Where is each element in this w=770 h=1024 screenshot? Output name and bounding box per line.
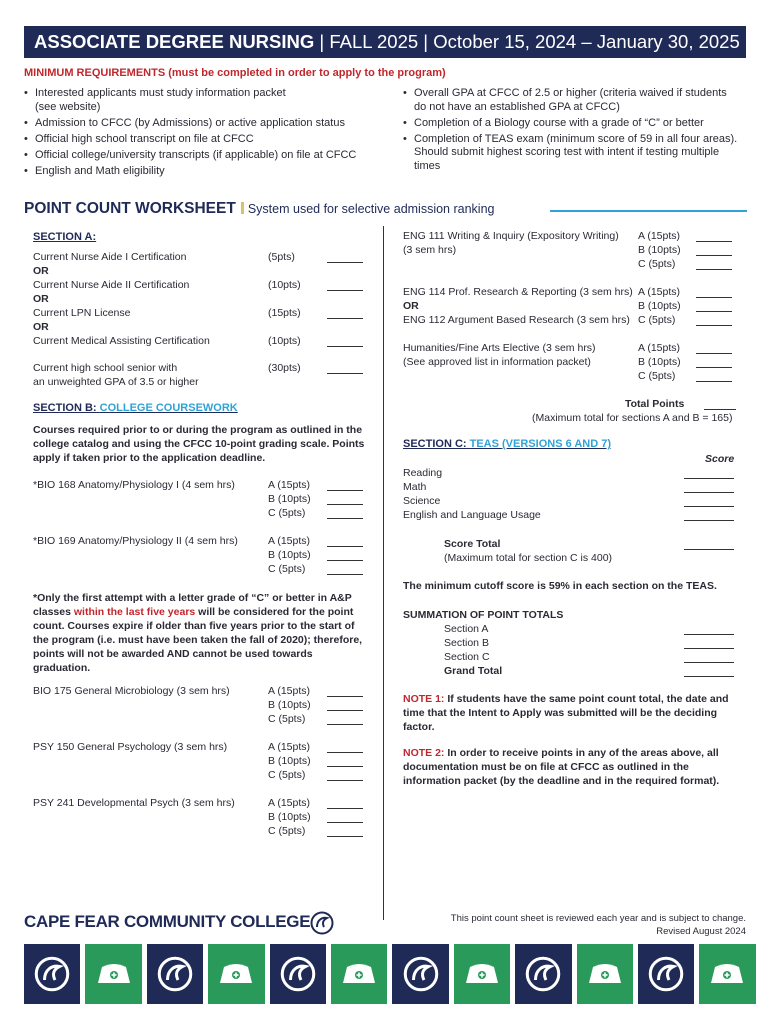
points-blank[interactable] (327, 346, 363, 347)
points-blank[interactable] (327, 518, 363, 519)
points-blank[interactable] (327, 752, 363, 753)
section-a-item-label: Current Nurse Aide I Certification (33, 251, 187, 263)
grade-c: C (5pts) (638, 370, 676, 382)
requirements-title: MINIMUM REQUIREMENTS (must be completed in order to apply to the program) (24, 67, 446, 79)
note-2 (403, 746, 738, 788)
score-blank[interactable] (684, 492, 734, 493)
logo-tile (270, 944, 326, 1004)
summation-item: Section C (444, 651, 490, 663)
or-label: OR (403, 300, 419, 312)
college-seal-icon (280, 956, 316, 992)
grade-c: C (5pts) (268, 507, 306, 519)
section-a-item-label: Current LPN License (33, 307, 131, 319)
grade-a: A (15pts) (268, 535, 311, 547)
grade-c: C (5pts) (638, 258, 676, 270)
grade-b: B (10pts) (268, 755, 311, 767)
section-b-subject: COLLEGE COURSEWORK (99, 402, 238, 414)
points-blank[interactable] (327, 836, 363, 837)
section-a-item-points: (15pts) (268, 307, 301, 319)
section-a-item-label: Current Nurse Aide II Certification (33, 279, 190, 291)
college-seal-icon (157, 956, 193, 992)
score-blank[interactable] (684, 506, 734, 507)
requirement-item: • Completion of TEAS exam (minimum score of 59 in all four areas). Should submit highest scoring test with intent if testing multiple times (403, 133, 738, 174)
grade-c: C (5pts) (638, 314, 676, 326)
requirement-item: • English and Math eligibility (24, 165, 384, 179)
score-column-header: Score (705, 453, 735, 465)
grade-b: B (10pts) (268, 811, 311, 823)
section-a-item-points: (5pts) (268, 251, 295, 263)
summation-blank[interactable] (684, 634, 734, 635)
course-label: Humanities/Fine Arts Elective (3 sem hrs) (403, 342, 596, 354)
points-blank[interactable] (327, 318, 363, 319)
section-b-title (33, 402, 238, 414)
nurse-cap-icon (707, 961, 747, 987)
nurse-cap-tile (208, 944, 264, 1004)
points-blank[interactable] (327, 710, 363, 711)
college-seal-icon (648, 956, 684, 992)
points-blank[interactable] (327, 373, 363, 374)
college-seal-icon (525, 956, 561, 992)
logo-tile (24, 944, 80, 1004)
grade-b: B (10pts) (268, 699, 311, 711)
course-label: PSY 241 Developmental Psych (3 sem hrs) (33, 797, 235, 809)
teas-cutoff: The minimum cutoff score is 59% in each section on the TEAS. (403, 580, 717, 592)
requirements-left-list (24, 87, 384, 181)
course-note: (See approved list in information packet) (403, 356, 591, 368)
course-label: ENG 111 Writing & Inquiry (Expository Writing) (403, 230, 619, 242)
nurse-cap-tile (85, 944, 141, 1004)
points-blank[interactable] (327, 290, 363, 291)
banner-dates: | FALL 2025 | October 15, 2024 – January 30, 2025 (314, 31, 740, 52)
course-hours: (3 sem hrs) (403, 244, 457, 256)
heading-divider (241, 202, 244, 214)
total-points-blank[interactable] (704, 409, 736, 410)
requirements-right-list (403, 87, 738, 176)
points-blank[interactable] (696, 269, 732, 270)
section-c-subject: TEAS (VERSIONS 6 AND 7) (469, 438, 612, 450)
footer-revised-date: Revised August 2024 (656, 926, 746, 937)
logo-tile (147, 944, 203, 1004)
score-blank[interactable] (684, 520, 734, 521)
summation-item: Section A (444, 623, 489, 635)
grade-a: A (15pts) (638, 230, 681, 242)
or-label: OR (33, 321, 49, 333)
points-blank[interactable] (327, 696, 363, 697)
section-a-item-label: Current high school senior with (33, 362, 178, 374)
logo-tile (392, 944, 448, 1004)
grade-b: B (10pts) (638, 300, 681, 312)
points-blank[interactable] (696, 297, 732, 298)
points-blank[interactable] (696, 381, 732, 382)
teas-item: Science (403, 495, 441, 507)
section-a-item-points: (10pts) (268, 335, 301, 347)
note-1-label: NOTE 1: (403, 693, 445, 705)
grade-a: A (15pts) (268, 685, 311, 697)
logo-tile (638, 944, 694, 1004)
ap-note (33, 591, 370, 675)
college-seal-icon (34, 956, 70, 992)
college-logo-icon (310, 911, 334, 940)
grade-b: B (10pts) (268, 549, 311, 561)
section-a-item-points: (30pts) (268, 362, 301, 374)
teas-item: Reading (403, 467, 443, 479)
teas-item: English and Language Usage (403, 509, 541, 521)
summation-blank[interactable] (684, 648, 734, 649)
teas-item: Math (403, 481, 427, 493)
grand-total-blank[interactable] (684, 676, 734, 677)
note-1-text: If students have the same point count total, the date and time that the Intent to Apply was submitted will be the deciding factor. (403, 693, 729, 733)
total-points-label: Total Points (625, 398, 685, 410)
course-label: ENG 112 Argument Based Research (3 sem hrs) (403, 314, 630, 326)
header-banner (24, 26, 746, 58)
course-label: PSY 150 General Psychology (3 sem hrs) (33, 741, 228, 753)
section-b-intro: Courses required prior to or during the program as outlined in the college catalog and using the CFCC 10-point grading scale. Points apply if taken prior to the application deadline. (33, 424, 365, 464)
requirement-item: • Overall GPA at CFCC of 2.5 or higher (criteria waived if students do not have an established GPA at CFCC) (403, 87, 738, 114)
worksheet-heading (24, 200, 494, 218)
nurse-cap-icon (462, 961, 502, 987)
course-label: BIO 175 General Microbiology (3 sem hrs) (33, 685, 230, 697)
points-blank[interactable] (327, 766, 363, 767)
nurse-cap-tile (331, 944, 387, 1004)
nurse-cap-tile (454, 944, 510, 1004)
grade-c: C (5pts) (268, 769, 306, 781)
course-label: ENG 114 Prof. Research & Reporting (3 sem hrs) (403, 286, 633, 298)
points-blank[interactable] (696, 311, 732, 312)
section-a-item-label: Current Medical Assisting Certification (33, 335, 210, 347)
ap-note-part1: *Only the first attempt with a letter grade of “C” or better in A&P classes (33, 592, 352, 618)
note-2-text: In order to receive points in any of the areas above, all documentation must be on file at CFCC as outlined in the information packet (by the deadline and in the required format). (403, 747, 720, 787)
points-blank[interactable] (327, 808, 363, 809)
worksheet-subtitle: System used for selective admission ranking (247, 202, 495, 216)
ap-note-part2: will be considered for the point count. Courses expire if older than five years prior to the start of the program (i.e. must have been taken the fall of 2020); therefore, points will not be awarded AND cannot be used towards graduation. (33, 606, 363, 674)
nurse-cap-icon (585, 961, 625, 987)
grade-a: A (15pts) (268, 479, 311, 491)
logo-tile (515, 944, 571, 1004)
or-label: OR (33, 265, 49, 277)
grade-a: A (15pts) (268, 797, 311, 809)
grand-total-label: Grand Total (444, 665, 503, 677)
or-label: OR (33, 293, 49, 305)
points-blank[interactable] (327, 574, 363, 575)
summation-title: SUMMATION OF POINT TOTALS (403, 609, 564, 621)
points-blank[interactable] (327, 504, 363, 505)
summation-item: Section B (444, 637, 489, 649)
section-c-title (403, 438, 611, 450)
nurse-cap-icon (339, 961, 379, 987)
score-total-blank[interactable] (684, 549, 734, 550)
points-blank[interactable] (327, 724, 363, 725)
score-total-max: (Maximum total for section C is 400) (444, 552, 613, 564)
column-divider (383, 226, 384, 920)
college-seal-icon (403, 956, 439, 992)
footer-review-note: This point count sheet is reviewed each year and is subject to change. (450, 913, 746, 924)
requirement-item: • Interested applicants must study information packet (see website) (24, 87, 305, 114)
footer-tile-strip (24, 944, 746, 1004)
worksheet-title: POINT COUNT WORKSHEET (24, 200, 236, 217)
course-label: *BIO 168 Anatomy/Physiology I (4 sem hrs) (33, 479, 235, 491)
section-a-item-label-line2: an unweighted GPA of 3.5 or higher (33, 376, 199, 388)
requirement-item: • Completion of a Biology course with a grade of “C” or better (403, 117, 738, 131)
nurse-cap-tile (577, 944, 633, 1004)
grade-a: A (15pts) (638, 342, 681, 354)
section-b-label: SECTION B: (33, 402, 97, 414)
points-blank[interactable] (327, 262, 363, 263)
points-blank[interactable] (696, 325, 732, 326)
points-blank[interactable] (327, 822, 363, 823)
note-2-label: NOTE 2: (403, 747, 445, 759)
ap-note-highlight: within the last five years (73, 606, 196, 618)
points-blank[interactable] (696, 241, 732, 242)
section-a-item-points: (10pts) (268, 279, 301, 291)
section-c-label: SECTION C: (403, 438, 467, 450)
requirement-item: • Official high school transcript on file at CFCC (24, 133, 384, 147)
nurse-cap-tile (699, 944, 755, 1004)
points-blank[interactable] (696, 367, 732, 368)
score-blank[interactable] (684, 478, 734, 479)
total-points-max: (Maximum total for sections A and B = 165) (532, 412, 733, 424)
requirement-item: • Admission to CFCC (by Admissions) or active application status (24, 117, 384, 131)
heading-rule (550, 210, 747, 212)
requirement-item: • Official college/university transcripts (if applicable) on file at CFCC (24, 149, 384, 163)
score-total-label: Score Total (444, 538, 501, 550)
grade-c: C (5pts) (268, 713, 306, 725)
grade-b: B (10pts) (268, 493, 311, 505)
note-1 (403, 692, 738, 734)
points-blank[interactable] (696, 353, 732, 354)
nurse-cap-icon (216, 961, 256, 987)
points-blank[interactable] (327, 560, 363, 561)
course-label: *BIO 169 Anatomy/Physiology II (4 sem hrs) (33, 535, 238, 547)
grade-a: A (15pts) (268, 741, 311, 753)
banner-program: ASSOCIATE DEGREE NURSING (34, 31, 315, 52)
points-blank[interactable] (327, 546, 363, 547)
college-logo-text: CAPE FEAR COMMUNITY COLLEGE (24, 912, 311, 931)
grade-b: B (10pts) (638, 244, 681, 256)
nurse-cap-icon (94, 961, 134, 987)
points-blank[interactable] (327, 490, 363, 491)
points-blank[interactable] (696, 255, 732, 256)
grade-a: A (15pts) (638, 286, 681, 298)
grade-b: B (10pts) (638, 356, 681, 368)
points-blank[interactable] (327, 780, 363, 781)
section-a-title: SECTION A: (33, 231, 97, 243)
summation-blank[interactable] (684, 662, 734, 663)
grade-c: C (5pts) (268, 563, 306, 575)
grade-c: C (5pts) (268, 825, 306, 837)
